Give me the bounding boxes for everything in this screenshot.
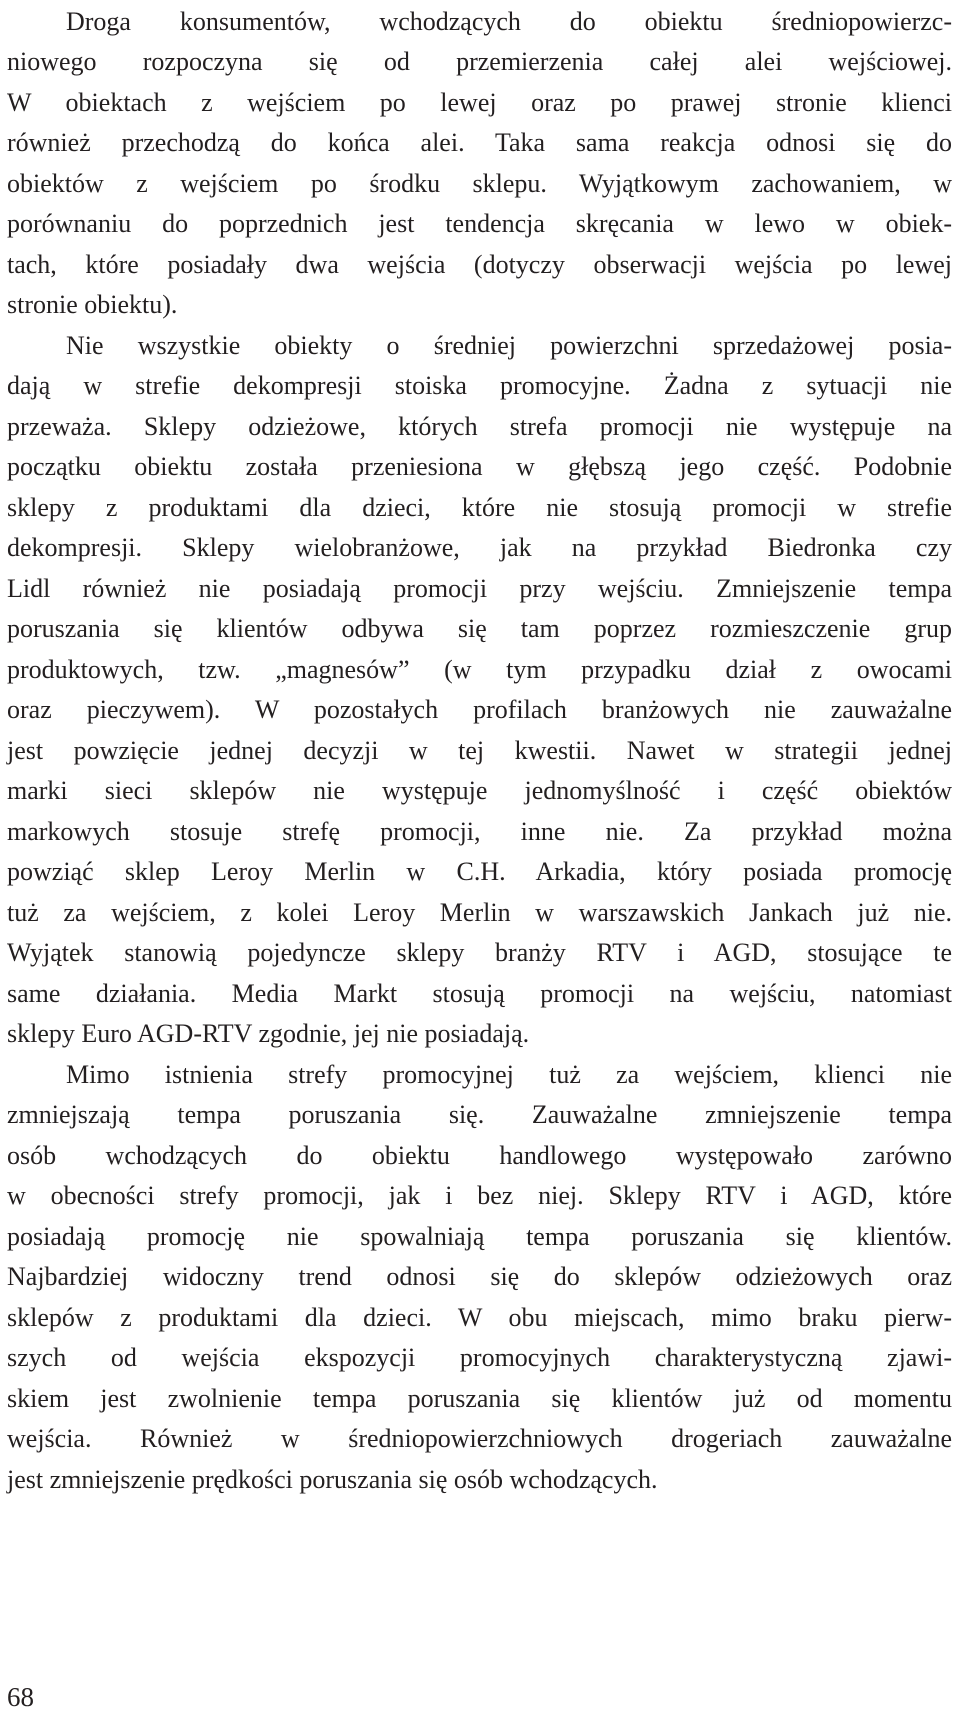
text-line: Nie wszystkie obiekty o średniej powierzchni sprzedażowej posia- [66, 331, 952, 360]
text-line: poruszania się klientów odbywa się tam poprzez rozmieszczenie grup [7, 614, 952, 643]
text-line: obiektów z wejściem po środku sklepu. Wyjątkowym zachowaniem, w [7, 169, 952, 198]
text-line: produktowych, tzw. „magnesów” (w tym przypadku dział z owocami [7, 655, 952, 684]
text-line: szych od wejścia ekspozycji promocyjnych charakterystyczną zjawi- [7, 1343, 952, 1372]
text-line: sklepy z produktami dla dzieci, które nie stosują promocji w strefie [7, 493, 952, 522]
text-line: marki sieci sklepów nie występuje jednomyślność i część obiektów [7, 776, 952, 805]
text-line: przeważa. Sklepy odzieżowe, których strefa promocji nie występuje na [7, 412, 952, 441]
text-line: powziąć sklep Leroy Merlin w C.H. Arkadia, który posiada promocję [7, 857, 952, 886]
text-line: posiadają promocję nie spowalniają tempa poruszania się klientów. [7, 1222, 952, 1251]
text-line: jest zmniejszenie prędkości poruszania się osób wchodzących. [7, 1465, 658, 1494]
text-line: wejścia. Również w średniopowierzchniowych drogeriach zauważalne [7, 1424, 952, 1453]
page-number: 68 [7, 1682, 34, 1712]
text-line: dają w strefie dekompresji stoiska promocyjne. Żadna z sytuacji nie [7, 371, 952, 400]
text-line: tuż za wejściem, z kolei Leroy Merlin w warszawskich Jankach już nie. [7, 898, 952, 927]
text-line: markowych stosuje strefę promocji, inne nie. Za przykład można [7, 817, 952, 846]
text-line: oraz pieczywem). W pozostałych profilach branżowych nie zauważalne [7, 695, 952, 724]
text-line: zmniejszają tempa poruszania się. Zauważalne zmniejszenie tempa [7, 1100, 952, 1129]
text-line: Najbardziej widoczny trend odnosi się do sklepów odzieżowych oraz [7, 1262, 952, 1291]
text-line: W obiektach z wejściem po lewej oraz po prawej stronie klienci [7, 88, 952, 117]
text-line: jest powzięcie jednej decyzji w tej kwestii. Nawet w strategii jednej [7, 736, 952, 765]
text-line: początku obiektu została przeniesiona w głębszą jego część. Podobnie [7, 452, 952, 481]
text-line: Wyjątek stanowią pojedyncze sklepy branży RTV i AGD, stosujące te [7, 938, 952, 967]
text-line: również przechodzą do końca alei. Taka sama reakcja odnosi się do [7, 128, 952, 157]
text-line: osób wchodzących do obiektu handlowego występowało zarówno [7, 1141, 952, 1170]
text-line: niowego rozpoczyna się od przemierzenia całej alei wejściowej. [7, 47, 952, 76]
text-line: stronie obiektu). [7, 290, 178, 319]
text-line: same działania. Media Markt stosują promocji na wejściu, natomiast [7, 979, 952, 1008]
text-line: dekompresji. Sklepy wielobranżowe, jak na przykład Biedronka czy [7, 533, 952, 562]
text-line: tach, które posiadały dwa wejścia (dotyczy obserwacji wejścia po lewej [7, 250, 952, 279]
text-line: porównaniu do poprzednich jest tendencja skręcania w lewo w obiek- [7, 209, 952, 238]
text-line: Droga konsumentów, wchodzących do obiektu średniopowierzc- [66, 7, 952, 36]
text-line: Mimo istnienia strefy promocyjnej tuż za wejściem, klienci nie [66, 1060, 952, 1089]
text-line: skiem jest zwolnienie tempa poruszania się klientów już od momentu [7, 1384, 952, 1413]
text-line: w obecności strefy promocji, jak i bez niej. Sklepy RTV i AGD, które [7, 1181, 952, 1210]
text-line: sklepów z produktami dla dzieci. W obu miejscach, mimo braku pierw- [7, 1303, 952, 1332]
text-line: Lidl również nie posiadają promocji przy wejściu. Zmniejszenie tempa [7, 574, 952, 603]
text-line: sklepy Euro AGD-RTV zgodnie, jej nie posiadają. [7, 1019, 530, 1048]
